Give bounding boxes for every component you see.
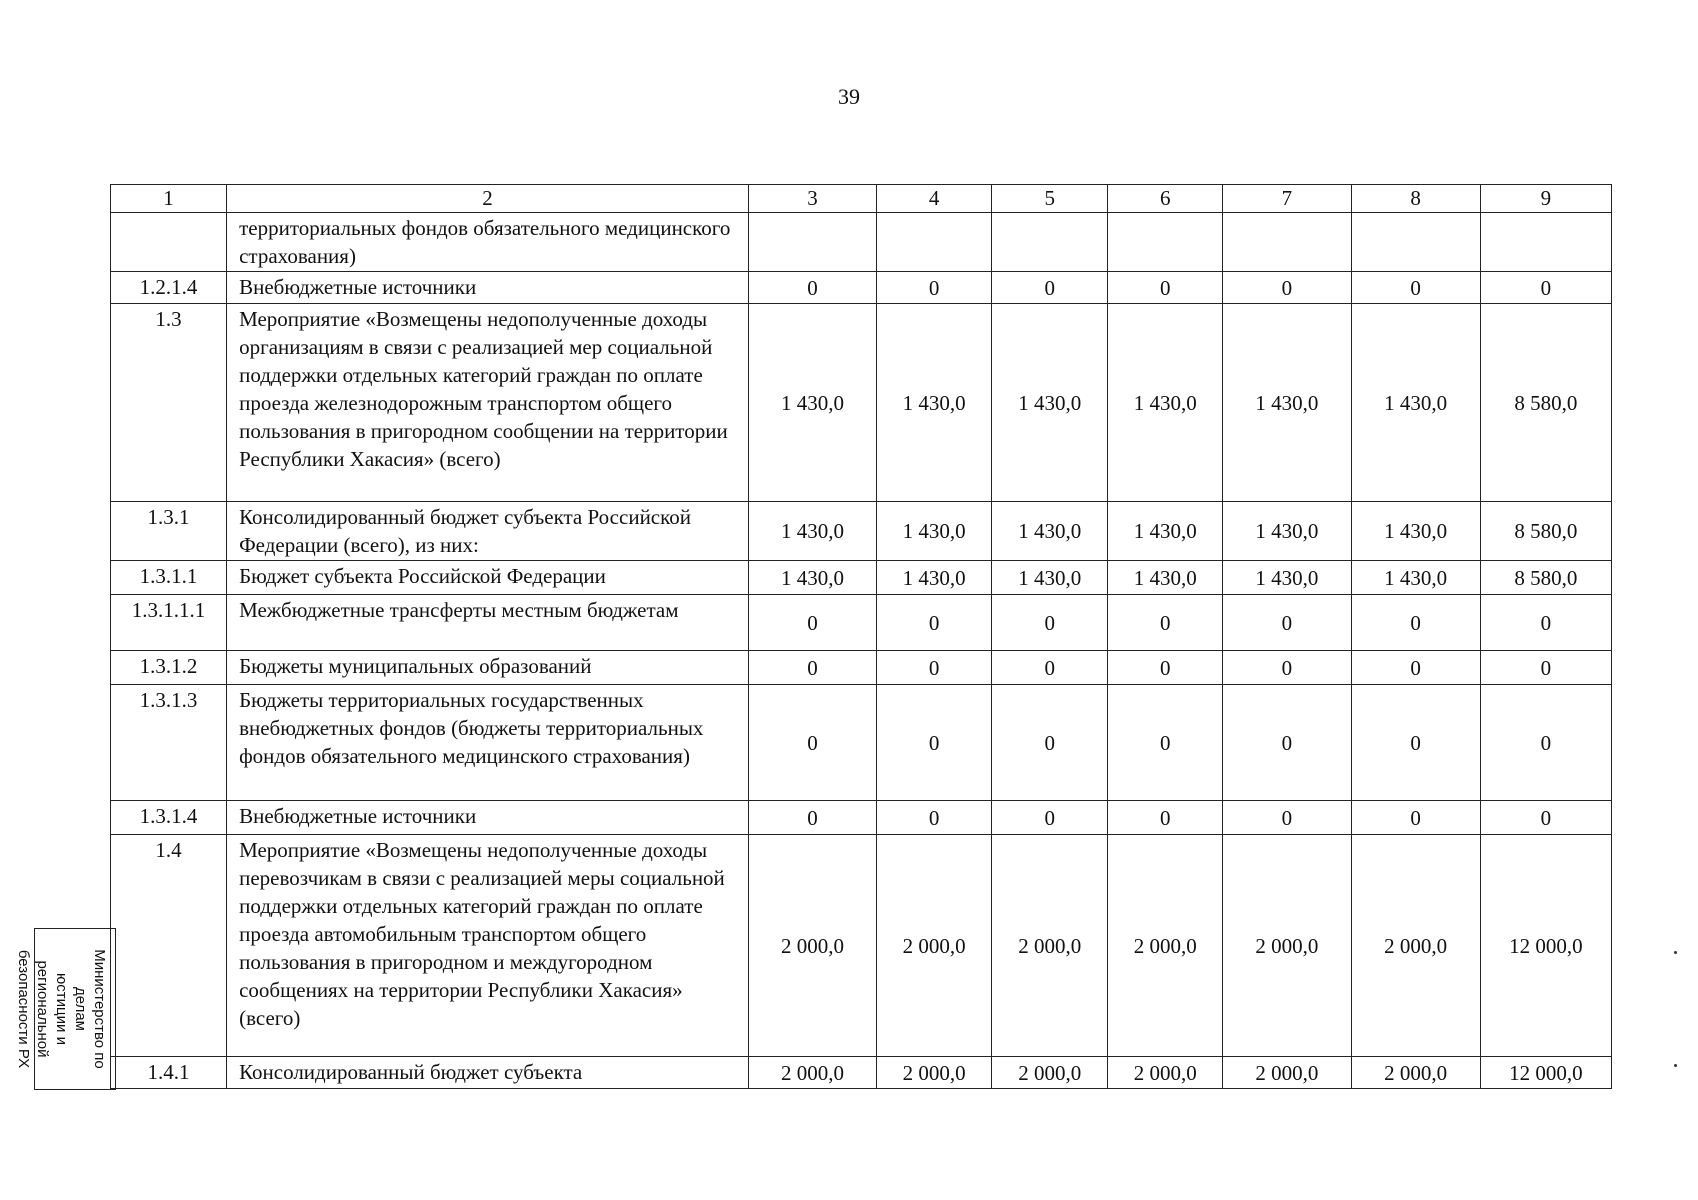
- row-value: 1 430,0: [1108, 304, 1223, 502]
- header-cell: 3: [748, 185, 876, 213]
- header-cell: 6: [1108, 185, 1223, 213]
- row-value: 2 000,0: [1223, 1057, 1351, 1089]
- row-value: 0: [1108, 651, 1223, 685]
- row-code: 1.3.1.1: [111, 561, 227, 595]
- row-value: 1 430,0: [992, 502, 1108, 561]
- row-value: 2 000,0: [1223, 835, 1351, 1057]
- row-value: 12 000,0: [1480, 835, 1611, 1057]
- row-description: Бюджеты муниципальных образований: [227, 651, 749, 685]
- row-description: Межбюджетные трансферты местным бюджетам: [227, 595, 749, 651]
- row-value: 0: [748, 272, 876, 304]
- row-value: 0: [1223, 595, 1351, 651]
- header-cell: 7: [1223, 185, 1351, 213]
- row-description: Мероприятие «Возмещены недополученные доходы перевозчикам в связи с реализацией меры социальной поддержки отдельных категорий граждан по оплате проезда автомобильным транспортом общего пользования в пригородном и междугородном сообщениях на территории Республики Хакасия» (всего): [227, 835, 749, 1057]
- table-row: [111, 304, 1612, 502]
- row-value: 0: [992, 595, 1108, 651]
- row-value: 0: [1480, 651, 1611, 685]
- row-value: 0: [1223, 651, 1351, 685]
- row-value: 0: [992, 801, 1108, 835]
- row-value: 0: [1351, 595, 1480, 651]
- ministry-stamp: [15, 928, 116, 1090]
- row-description: Внебюджетные источники: [227, 801, 749, 835]
- table-row: [111, 1057, 1612, 1089]
- row-value: 0: [877, 651, 992, 685]
- row-value: [748, 213, 876, 272]
- table-header: [111, 185, 1612, 213]
- header-cell: 8: [1351, 185, 1480, 213]
- table-row: [111, 213, 1612, 272]
- header-cell: 5: [992, 185, 1108, 213]
- row-value: 8 580,0: [1480, 502, 1611, 561]
- row-description: Внебюджетные источники: [227, 272, 749, 304]
- table-row: [111, 502, 1612, 561]
- row-value: 1 430,0: [1223, 561, 1351, 595]
- row-value: 0: [1480, 685, 1611, 801]
- row-code: 1.3: [111, 304, 227, 502]
- header-cell: 9: [1480, 185, 1611, 213]
- row-value: 2 000,0: [992, 835, 1108, 1057]
- row-description: Бюджет субъекта Российской Федерации: [227, 561, 749, 595]
- row-value: 1 430,0: [1351, 502, 1480, 561]
- row-value: 2 000,0: [1108, 1057, 1223, 1089]
- row-description: Мероприятие «Возмещены недополученные доходы организациям в связи с реализацией мер социальной поддержки отдельных категорий граждан по оплате проезда железнодорожным транспортом общего пользования в пригородном сообщении на территории Республики Хакасия» (всего): [227, 304, 749, 502]
- row-description: Консолидированный бюджет субъекта: [227, 1057, 749, 1089]
- row-value: 0: [1480, 595, 1611, 651]
- row-code: 1.3.1.3: [111, 685, 227, 801]
- row-value: 1 430,0: [992, 304, 1108, 502]
- row-value: 1 430,0: [1108, 502, 1223, 561]
- header-cell: 1: [111, 185, 227, 213]
- row-value: 0: [992, 272, 1108, 304]
- row-value: 2 000,0: [877, 835, 992, 1057]
- row-value: 0: [992, 685, 1108, 801]
- row-value: 2 000,0: [748, 1057, 876, 1089]
- table-row: [111, 651, 1612, 685]
- row-value: 0: [1351, 272, 1480, 304]
- row-value: 0: [877, 801, 992, 835]
- row-value: 1 430,0: [992, 561, 1108, 595]
- row-value: [1108, 213, 1223, 272]
- row-value: 0: [1223, 272, 1351, 304]
- row-value: 0: [1223, 801, 1351, 835]
- scan-speck: [1674, 1064, 1677, 1067]
- row-value: [992, 213, 1108, 272]
- row-value: 0: [748, 651, 876, 685]
- row-code: 1.4.1: [111, 1057, 227, 1089]
- row-value: 8 580,0: [1480, 304, 1611, 502]
- row-code: 1.3.1.1.1: [111, 595, 227, 651]
- row-value: [1480, 213, 1611, 272]
- scan-speck: [1674, 951, 1677, 954]
- row-value: 2 000,0: [992, 1057, 1108, 1089]
- row-value: 0: [1108, 685, 1223, 801]
- row-value: 0: [1351, 651, 1480, 685]
- row-code: 1.4: [111, 835, 227, 1057]
- row-value: 0: [1351, 801, 1480, 835]
- row-value: 1 430,0: [877, 561, 992, 595]
- row-value: 2 000,0: [1351, 1057, 1480, 1089]
- row-value: 1 430,0: [748, 561, 876, 595]
- row-value: 1 430,0: [1108, 561, 1223, 595]
- row-value: [1351, 213, 1480, 272]
- row-code: 1.3.1: [111, 502, 227, 561]
- row-value: 12 000,0: [1480, 1057, 1611, 1089]
- row-value: 0: [1108, 801, 1223, 835]
- row-value: 2 000,0: [1351, 835, 1480, 1057]
- row-value: 1 430,0: [1351, 304, 1480, 502]
- row-value: 0: [992, 651, 1108, 685]
- row-value: 1 430,0: [748, 304, 876, 502]
- table-row: [111, 272, 1612, 304]
- page-number: 39: [838, 84, 860, 109]
- row-value: 0: [1480, 801, 1611, 835]
- budget-table: [110, 184, 1612, 1089]
- row-value: [1223, 213, 1351, 272]
- stamp-line: безопасности РХ: [15, 949, 32, 1069]
- row-description: Бюджеты территориальных государственных внебюджетных фондов (бюджеты территориальных фондов обязательного медицинского страхования): [227, 685, 749, 801]
- row-value: 0: [748, 595, 876, 651]
- stamp-line: Министерство по делам: [72, 949, 108, 1069]
- row-code: 1.3.1.2: [111, 651, 227, 685]
- row-value: 0: [1351, 685, 1480, 801]
- row-value: 0: [877, 272, 992, 304]
- row-value: 0: [1480, 272, 1611, 304]
- row-code: 1.3.1.4: [111, 801, 227, 835]
- row-value: 0: [748, 801, 876, 835]
- row-value: 1 430,0: [1223, 502, 1351, 561]
- row-value: 0: [1223, 685, 1351, 801]
- row-value: 0: [1108, 595, 1223, 651]
- row-value: 2 000,0: [748, 835, 876, 1057]
- table-row: [111, 561, 1612, 595]
- row-description: Консолидированный бюджет субъекта Российской Федерации (всего), из них:: [227, 502, 749, 561]
- row-value: 1 430,0: [877, 502, 992, 561]
- row-value: 0: [748, 685, 876, 801]
- row-value: 0: [877, 595, 992, 651]
- row-value: [877, 213, 992, 272]
- table-row: [111, 595, 1612, 651]
- table-row: [111, 835, 1612, 1057]
- row-value: 1 430,0: [1351, 561, 1480, 595]
- table-row: [111, 685, 1612, 801]
- row-value: 2 000,0: [1108, 835, 1223, 1057]
- header-cell: 2: [227, 185, 749, 213]
- row-description: территориальных фондов обязательного медицинского страхования): [227, 213, 749, 272]
- row-code: 1.2.1.4: [111, 272, 227, 304]
- row-value: 1 430,0: [877, 304, 992, 502]
- row-code: [111, 213, 227, 272]
- stamp-line: юстиции и региональной: [34, 960, 70, 1058]
- row-value: 0: [1108, 272, 1223, 304]
- row-value: 2 000,0: [877, 1057, 992, 1089]
- row-value: 8 580,0: [1480, 561, 1611, 595]
- row-value: 1 430,0: [1223, 304, 1351, 502]
- row-value: 1 430,0: [748, 502, 876, 561]
- table-row: [111, 801, 1612, 835]
- row-value: 0: [877, 685, 992, 801]
- header-cell: 4: [877, 185, 992, 213]
